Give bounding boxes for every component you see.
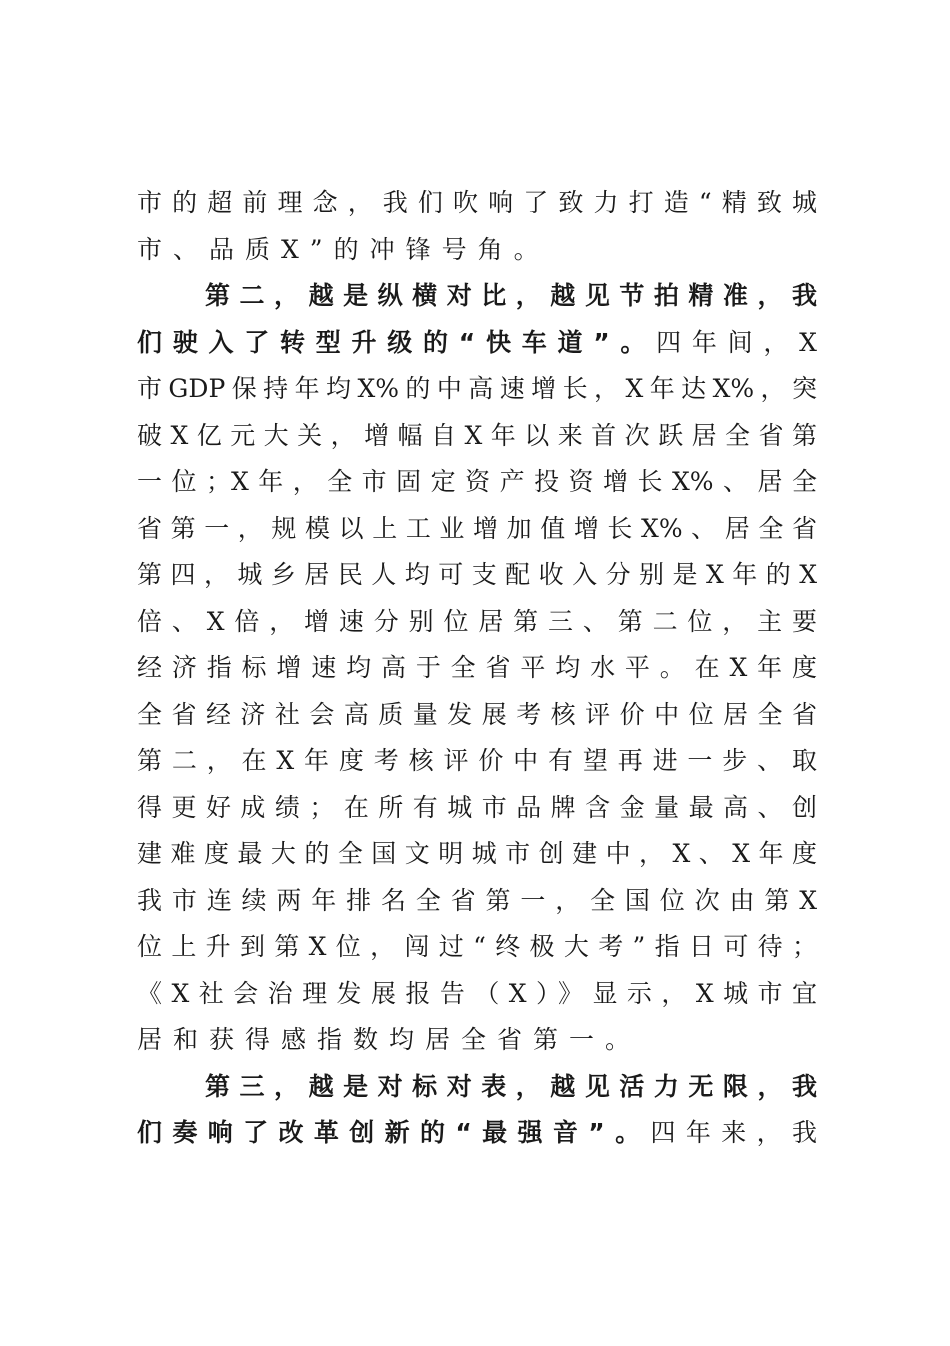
text-segment: 我市连续两年排名全省第一，全国位次由第X: [137, 885, 817, 915]
text-line: [137, 1017, 817, 1064]
text-segment: 第二，在X年度考核评价中有望再进一步、取: [137, 746, 817, 775]
text-line: [137, 971, 817, 1018]
document-body: [137, 180, 817, 1157]
paragraph: [137, 273, 817, 1064]
text-line: [137, 506, 817, 553]
text-segment: 《X社会治理发展报告（X）》显示，X城市宜: [137, 978, 817, 1008]
text-segment: 四年来，我: [650, 1118, 817, 1147]
text-segment: 破X亿元大关，增幅自X年以来首次跃居全省第: [137, 420, 817, 450]
text-line: [137, 180, 817, 227]
text-line: [137, 320, 817, 367]
text-segment: 经济指标增速均高于全省平均水平。在X年度: [137, 653, 817, 682]
text-segment: 市的超前理念，我们吹响了致力打造“精致城: [137, 188, 817, 217]
text-line: [137, 738, 817, 785]
bold-text-segment: 们奏响了改革创新的“最强音”。: [137, 1118, 651, 1147]
text-line: [137, 459, 817, 506]
text-line: [137, 1064, 817, 1111]
text-segment: 第四，城乡居民人均可支配收入分别是X年的X: [137, 560, 817, 589]
text-line: [137, 692, 817, 739]
text-segment: 建难度最大的全国文明城市创建中，X、X年度: [137, 839, 817, 868]
text-line: [137, 1110, 817, 1157]
paragraph: [137, 180, 817, 273]
text-segment: 省第一，规模以上工业增加值增长X%、居全省: [137, 513, 817, 543]
text-line: [137, 552, 817, 599]
text-segment: 居和获得感指数均居全省第一。: [137, 1025, 642, 1054]
text-line: [137, 413, 817, 460]
text-line: [137, 599, 817, 646]
text-segment: 市GDP保持年均X%的中高速增长，X年达X%，突: [137, 374, 817, 403]
text-line: [137, 924, 817, 971]
text-line: [137, 831, 817, 878]
text-line: [137, 878, 817, 925]
text-line: [137, 227, 817, 274]
text-line: [137, 273, 817, 320]
bold-text-segment: 第二，越是纵横对比，越见节拍精准，我: [205, 281, 817, 310]
text-segment: 全省经济社会高质量发展考核评价中位居全省: [137, 699, 817, 729]
paragraph: [137, 1064, 817, 1157]
text-segment: 四年间，X: [656, 327, 817, 357]
bold-text-segment: 们驶入了转型升级的“快车道”。: [137, 327, 657, 357]
bold-text-segment: 第三，越是对标对表，越见活力无限，我: [205, 1071, 817, 1101]
text-segment: 得更好成绩；在所有城市品牌含金量最高、创: [137, 792, 817, 822]
text-line: [137, 645, 817, 692]
text-line: [137, 366, 817, 413]
text-line: [137, 785, 817, 832]
text-segment: 位上升到第X位，闯过“终极大考”指日可待；: [137, 932, 817, 961]
text-segment: 倍、X倍，增速分别位居第三、第二位，主要: [137, 606, 817, 636]
text-segment: 市、品质X”的冲锋号角。: [137, 234, 550, 264]
text-segment: 一位；X年，全市固定资产投资增长X%、居全: [137, 467, 817, 496]
